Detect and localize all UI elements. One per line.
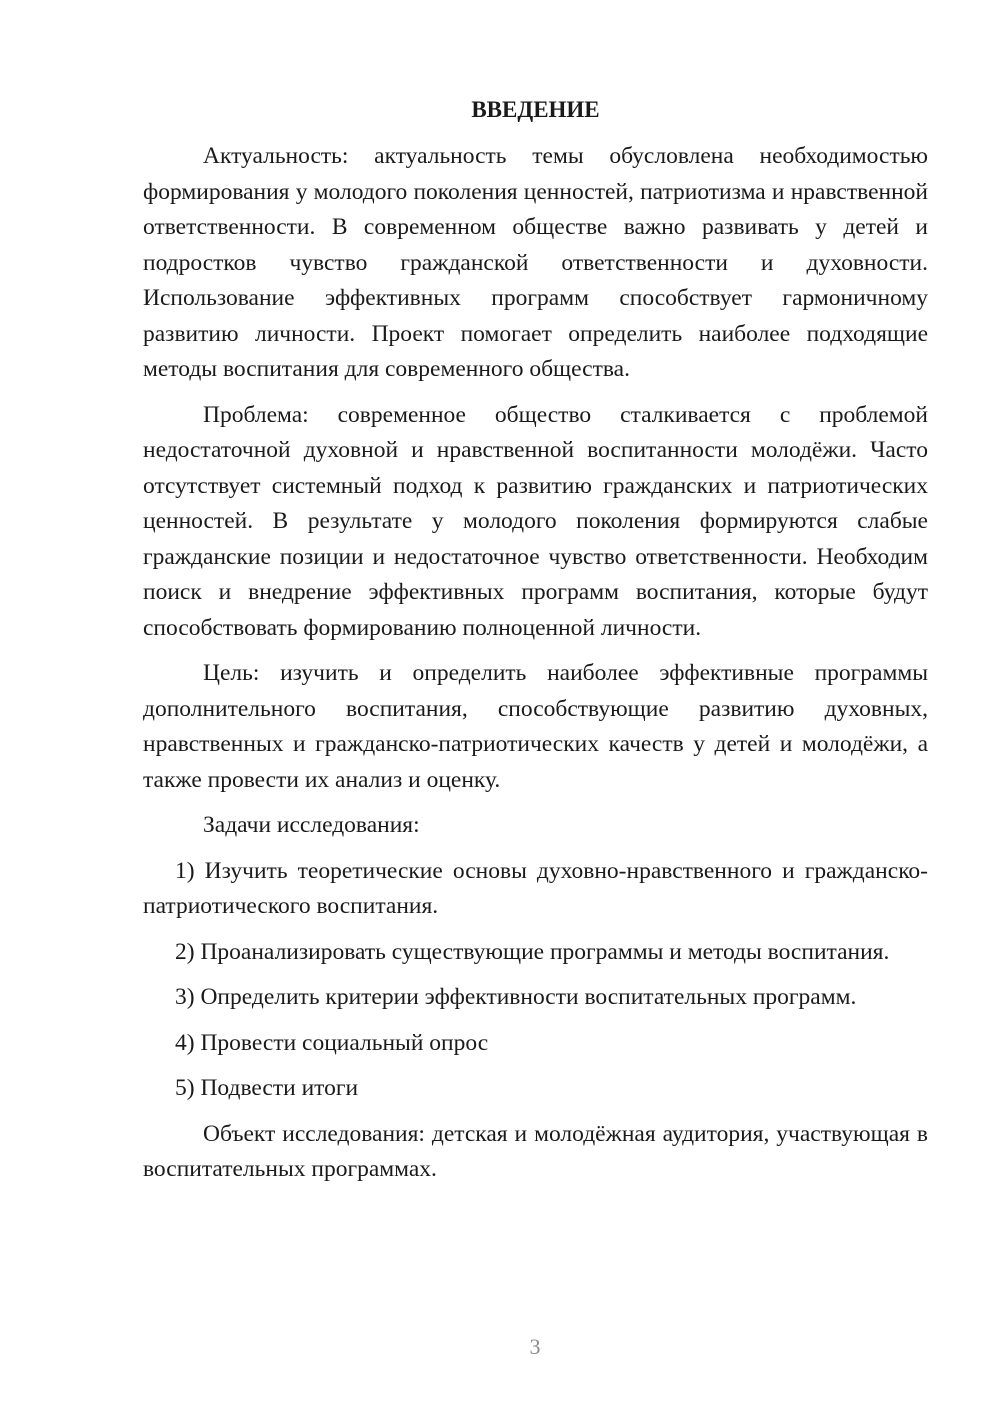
page-title: ВВЕДЕНИЕ (471, 97, 600, 122)
paragraph-relevance: Актуальность: актуальность темы обусловлена необходимостью формирования у молодого поколения ценностей, патриотизма и нравственной ответственности. В современном обществе важно развивать у детей и подростков чувство гражданской ответственности и духовности. Использование эффективных программ способствует гармоничному развитию личности. Проект помогает определить наиболее подходящие методы воспитания для современного общества. (143, 143, 928, 382)
task-item: 1) Изучить теоретические основы духовно-нравственного и гражданско-патриотического воспитания. (143, 857, 928, 919)
document-body (143, 92, 928, 1198)
paragraph-goal: Цель: изучить и определить наиболее эффективные программы дополнительного воспитания, способствующие развитию духовных, нравственных и гражданско-патриотических качеств у детей и молодёжи, а также провести их анализ и оценку. (143, 660, 928, 793)
task-item: 5) Подвести итоги (175, 1075, 359, 1101)
task-item: 2) Проанализировать существующие программы и методы воспитания. (175, 938, 890, 965)
task-item: 4) Провести социальный опрос (175, 1029, 489, 1056)
paragraph-problem: Проблема: современное общество сталкивается с проблемой недостаточной духовной и нравственной воспитанности молодёжи. Часто отсутствует системный подход к развитию гражданских и патриотических ценностей. В результате у молодого поколения формируются слабые гражданские позиции и недостаточное чувство ответственности. Необходим поиск и внедрение эффективных программ воспитания, которые будут способствовать формированию полноценной личности. (143, 401, 928, 641)
paragraph-object: Объект исследования: детская и молодёжная аудитория, участвующая в воспитательных программах. (143, 1120, 928, 1182)
task-item: 3) Определить критерии эффективности воспитательных программ. (175, 984, 857, 1010)
page-number: 3 (529, 1334, 541, 1359)
tasks-label: Задачи исследования: (203, 812, 420, 838)
